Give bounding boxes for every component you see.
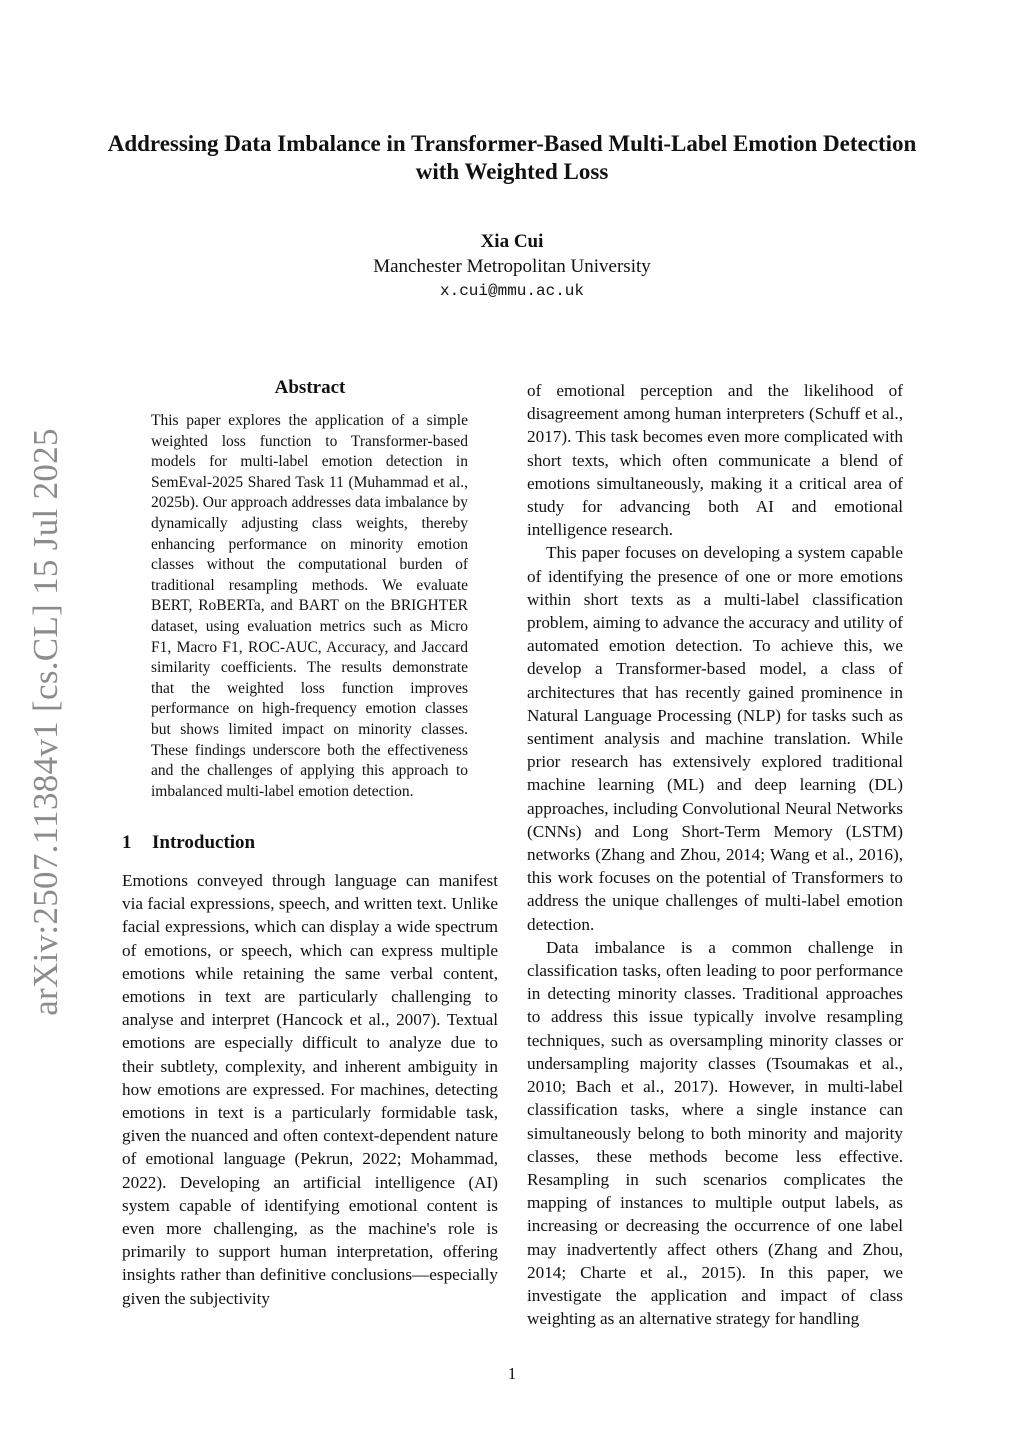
author-affiliation: Manchester Metropolitan University [373, 256, 651, 277]
abstract-heading: Abstract [274, 377, 346, 398]
introduction-paragraph-3: Data imbalance is a common challenge in classification tasks, often leading to poor performance in detecting minority classes. Traditional approaches to address this issue typically involve resampling techniques, such as oversampling minority classes or undersampling majority classes (Tsoumakas et al., 2010; Bach et al., 2017). However, in multi-label classification tasks, where a single instance can simultaneously belong to both minority and majority classes, these methods become less effective. Resampling in such scenarios complicates the mapping of instances to multiple output labels, as increasing or decreasing the occurrence of one label may inadvertently affect others (Zhang and Zhou, 2014; Charte et al., 2015). In this paper, we investigate the application and impact of class weighting as an alternative strategy for handling [527, 937, 903, 1329]
author-block [0, 229, 1024, 303]
section-heading-introduction [122, 832, 255, 854]
paper-title: Addressing Data Imbalance in Transformer-Based Multi-Label Emotion Detection with Weighted Loss [107, 131, 917, 184]
introduction-paragraph-1: Emotions conveyed through language can manifest via facial expressions, speech, and written text. Unlike facial expressions, which can display a wide spectrum of emotions, or speech, which can express multiple emotions while retaining the same verbal content, emotions in text are particularly challenging to analyse and interpret (Hancock et al., 2007). Textual emotions are especially difficult to analyze due to their subtlety, complexity, and inherent ambiguity in how emotions are expressed. For machines, detecting emotions in text is a particularly formidable task, given the nuanced and often context-dependent nature of emotional language (Pekrun, 2022; Mohammad, 2022). Developing an artificial intelligence (AI) system capable of identifying emotional content is even more challenging, as the machine's role is primarily to support human interpretation, offering insights rather than definitive conclusions—especially given the subjectivity [122, 871, 498, 1308]
introduction-paragraph-1-continued: of emotional perception and the likelihood of disagreement among human interpreters (Schuff et al., 2017). This task becomes even more complicated with short texts, which often communicate a blend of emotions simultaneously, making it a critical area of study for advancing both AI and emotional intelligence research. [527, 381, 903, 540]
arxiv-identifier-stamp: arXiv:2507.11384v1 [cs.CL] 15 Jul 2025 [26, 428, 65, 1016]
section-title: Introduction [152, 832, 256, 853]
page-number: 1 [507, 1364, 517, 1383]
section-number: 1 [122, 832, 132, 853]
right-column [527, 379, 903, 1330]
author-name: Xia Cui [480, 231, 544, 252]
author-email: x.cui@mmu.ac.uk [439, 282, 585, 300]
abstract-text: This paper explores the application of a simple weighted loss function to Transformer-based models for multi-label emotion detection in SemEval-2025 Shared Task 11 (Muhammad et al., 2025b). Our approach addresses data imbalance by dynamically adjusting class weights, thereby enhancing performance on minority emotion classes without the computational burden of traditional resampling methods. We evaluate BERT, RoBERTa, and BART on the BRIGHTER dataset, using evaluation metrics such as Micro F1, Macro F1, ROC-AUC, Accuracy, and Jaccard similarity coefficients. The results demonstrate that the weighted loss function improves performance on high-frequency emotion classes but shows limited impact on minority classes. These findings underscore both the effectiveness and the challenges of applying this approach to imbalanced multi-label emotion detection. [151, 412, 468, 800]
introduction-paragraph-2: This paper focuses on developing a system capable of identifying the presence of one or more emotions within short texts as a multi-label classification problem, aiming to advance the accuracy and utility of automated emotion detection. To achieve this, we develop a Transformer-based model, a class of architectures that has recently gained prominence in Natural Language Processing (NLP) for tasks such as sentiment analysis and machine translation. While prior research has extensively explored traditional machine learning (ML) and deep learning (DL) approaches, including Convolutional Neural Networks (CNNs) and Long Short-Term Memory (LSTM) networks (Zhang and Zhou, 2014; Wang et al., 2016), this work focuses on the potential of Transformers to address the unique challenges of multi-label emotion detection. [527, 543, 903, 934]
